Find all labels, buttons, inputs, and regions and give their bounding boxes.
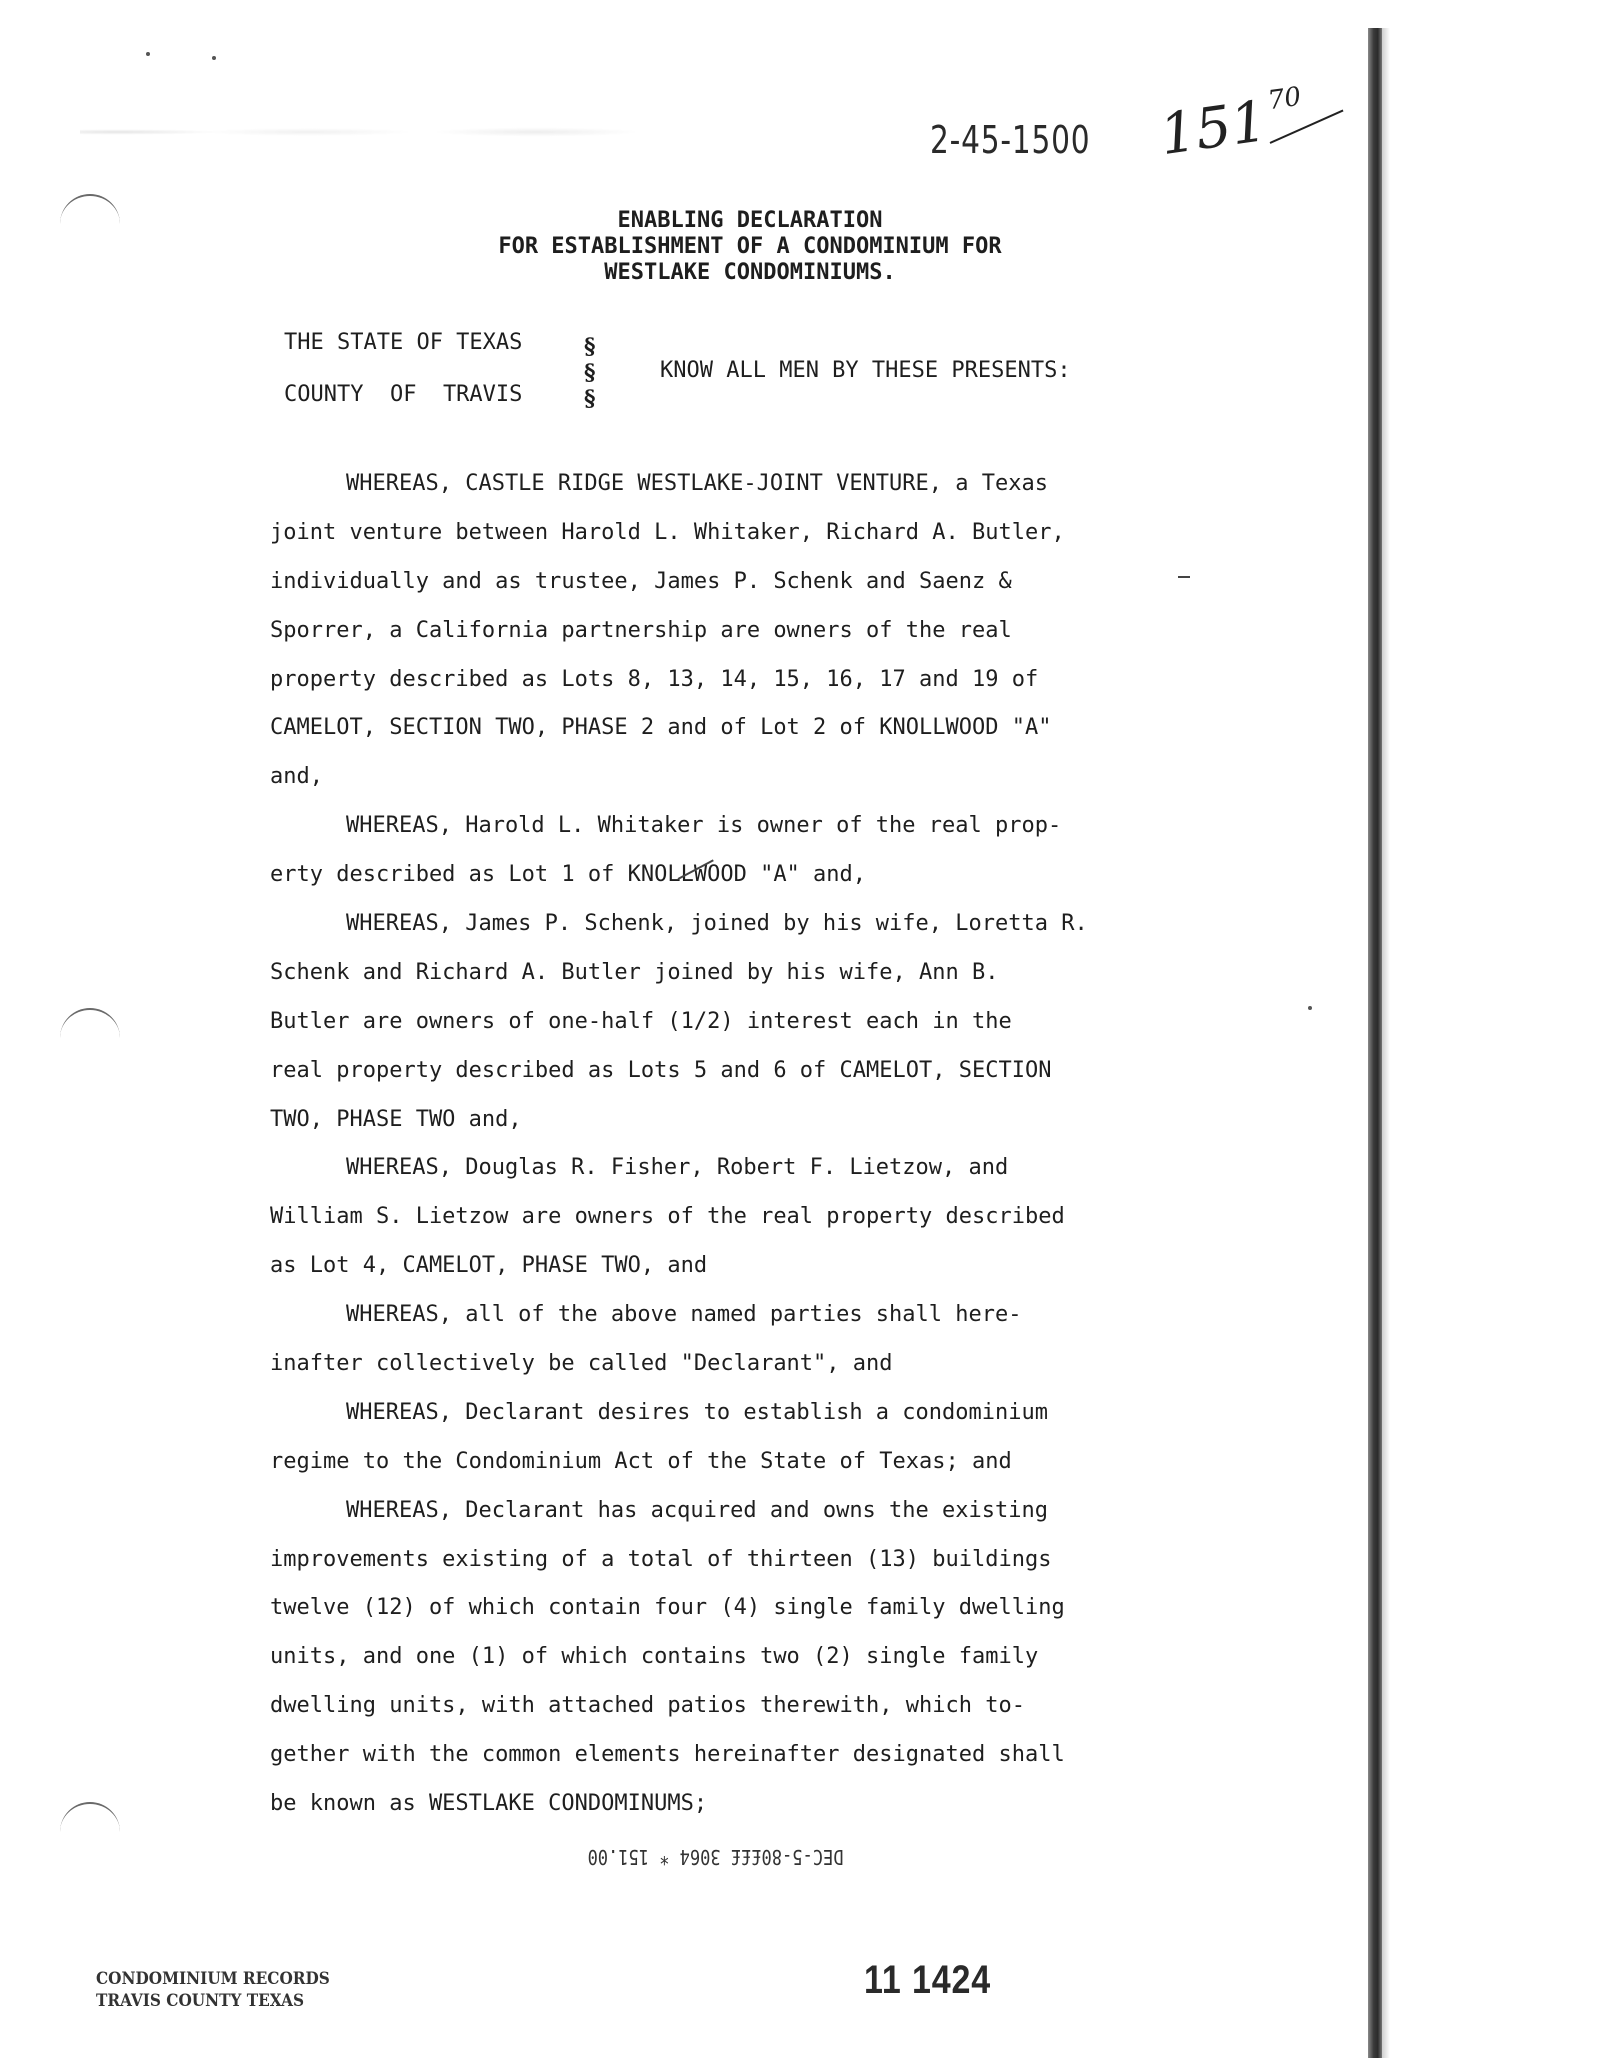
body-line: twelve (12) of which contain four (4) single family dwelling bbox=[270, 1595, 1065, 1621]
body-line: erty described as Lot 1 of KNOLLWOOD "A" and, bbox=[270, 862, 867, 888]
body-line: and, bbox=[270, 764, 323, 790]
body-line: as Lot 4, CAMELOT, PHASE TWO, and bbox=[270, 1253, 708, 1279]
body-line: CAMELOT, SECTION TWO, PHASE 2 and of Lot 2 of KNOLLWOOD "A" bbox=[270, 715, 1052, 741]
scan-speck bbox=[146, 52, 150, 56]
body-line: WHEREAS, Harold L. Whitaker is owner of the real prop- bbox=[346, 813, 1062, 839]
section-mark: § bbox=[584, 360, 596, 386]
know-all-men-line: KNOW ALL MEN BY THESE PRESENTS: bbox=[660, 358, 1071, 383]
punch-hole-middle bbox=[60, 1008, 120, 1050]
records-stamp-line-2: TRAVIS COUNTY TEXAS bbox=[96, 1991, 305, 2011]
body-line: William S. Lietzow are owners of the real property described bbox=[270, 1204, 1065, 1230]
county-line: COUNTY OF TRAVIS bbox=[284, 382, 523, 407]
body-line: Butler are owners of one-half (1/2) interest each in the bbox=[270, 1008, 1012, 1034]
section-mark: § bbox=[584, 334, 596, 360]
body-line: TWO, PHASE TWO and, bbox=[270, 1106, 522, 1132]
body-line: inafter collectively be called "Declarant", and bbox=[270, 1351, 893, 1377]
file-number-stamp: 2-45-1500 bbox=[930, 118, 1091, 162]
declaration-body bbox=[270, 460, 1210, 1829]
document-title bbox=[400, 208, 1100, 286]
body-line: WHEREAS, CASTLE RIDGE WESTLAKE-JOINT VENTURE, a Texas bbox=[346, 471, 1048, 496]
title-line-1: ENABLING DECLARATION bbox=[617, 208, 883, 233]
body-line: improvements existing of a total of thirteen (13) buildings bbox=[270, 1546, 1052, 1572]
body-line: individually and as trustee, James P. Schenk and Saenz & bbox=[270, 568, 1012, 594]
venue-caption bbox=[284, 330, 522, 434]
title-line-2: FOR ESTABLISHMENT OF A CONDOMINIUM FOR bbox=[498, 234, 1002, 259]
body-line: WHEREAS, Declarant desires to establish a condominium bbox=[346, 1399, 1048, 1425]
punch-hole-top bbox=[60, 194, 120, 236]
stray-mark bbox=[1178, 576, 1190, 578]
body-line: real property described as Lots 5 and 6 of CAMELOT, SECTION bbox=[270, 1057, 1052, 1083]
body-line: be known as WESTLAKE CONDOMINUMS; bbox=[270, 1791, 708, 1817]
body-line: WHEREAS, James P. Schenk, joined by his wife, Loretta R. bbox=[346, 911, 1088, 937]
title-line-3: WESTLAKE CONDOMINIUMS. bbox=[604, 260, 896, 285]
scan-smudge bbox=[80, 112, 840, 152]
handwritten-number: 151 bbox=[1155, 88, 1271, 169]
scan-speck bbox=[1308, 1006, 1312, 1010]
punch-hole-bottom bbox=[60, 1802, 120, 1844]
records-stamp-line-1: CONDOMINIUM RECORDS bbox=[96, 1969, 330, 1989]
section-mark: § bbox=[584, 386, 596, 412]
page-edge-gradient bbox=[1382, 28, 1390, 2058]
state-line: THE STATE OF TEXAS bbox=[284, 330, 523, 355]
body-line: Sporrer, a California partnership are owners of the real bbox=[270, 617, 1012, 643]
body-line: dwelling units, with attached patios therewith, which to- bbox=[270, 1693, 1025, 1719]
body-line: joint venture between Harold L. Whitaker, Richard A. Butler, bbox=[270, 519, 1065, 545]
body-line: Schenk and Richard A. Butler joined by his wife, Ann B. bbox=[270, 959, 999, 985]
scan-speck bbox=[212, 56, 216, 60]
body-line: property described as Lots 8, 13, 14, 15, 16, 17 and 19 of bbox=[270, 666, 1039, 692]
body-line: gether with the common elements hereinafter designated shall bbox=[270, 1742, 1065, 1768]
body-line: WHEREAS, all of the above named parties shall here- bbox=[346, 1302, 1022, 1328]
body-line: WHEREAS, Declarant has acquired and owns the existing bbox=[346, 1497, 1048, 1523]
handwritten-superscript: 70 bbox=[1266, 81, 1304, 117]
volume-page-number: 11 1424 bbox=[864, 1958, 991, 2002]
records-stamp bbox=[96, 1968, 330, 2012]
page-edge-shadow bbox=[1368, 28, 1382, 2058]
body-line: units, and one (1) of which contains two (2) single family bbox=[270, 1644, 1039, 1670]
body-line: regime to the Condominium Act of the State of Texas; and bbox=[270, 1448, 1012, 1474]
section-marks bbox=[584, 334, 596, 412]
body-line: WHEREAS, Douglas R. Fisher, Robert F. Lietzow, and bbox=[346, 1155, 1009, 1181]
recording-stamp-inverted: DEC-5-80£££ 3064 * 151.00 bbox=[587, 1845, 844, 1869]
